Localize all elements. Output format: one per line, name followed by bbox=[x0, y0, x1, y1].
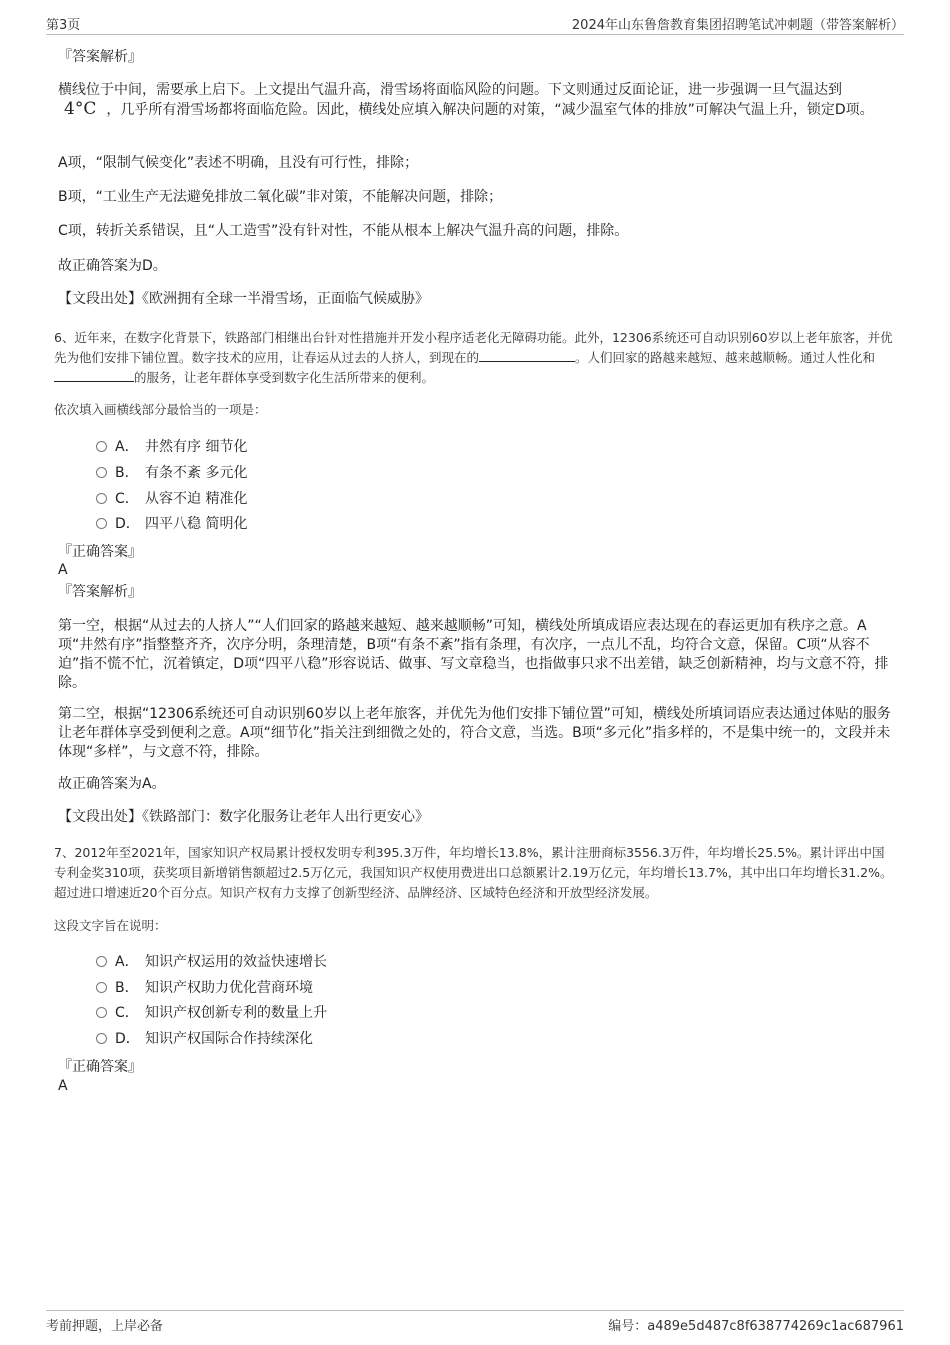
q6-stem-part-b: 。人们回家的路越来越短、越来越顺畅。通过人性化和 bbox=[575, 350, 876, 365]
radio-icon[interactable] bbox=[96, 518, 107, 529]
q6-analysis-label: 『答案解析』 bbox=[58, 584, 142, 600]
q7-option-b[interactable]: B． 知识产权助力优化营商环境 bbox=[96, 978, 313, 998]
q6-conclusion: 故正确答案为A。 bbox=[58, 776, 166, 792]
q5-option-b-analysis: B项，“工业生产无法避免排放二氧化碳”非对策，不能解决问题，排除； bbox=[58, 189, 503, 205]
q5-source: 【文段出处】《欧洲拥有全球一半滑雪场，正面临气候威胁》 bbox=[58, 291, 429, 307]
q6-stem bbox=[54, 328, 896, 388]
q6-stem-part-c: 的服务，让老年群体享受到数字化生活所带来的便利。 bbox=[134, 370, 435, 385]
q6-source: 【文段出处】《铁路部门：数字化服务让老年人出行更安心》 bbox=[58, 809, 429, 825]
q6-blank-1 bbox=[479, 349, 575, 362]
q5-temperature: 4°C bbox=[64, 99, 97, 119]
q7-prompt: 这段文字旨在说明： bbox=[54, 918, 167, 933]
q7-stem: 7、2012年至2021年，国家知识产权局累计授权发明专利395.3万件，年均增长13.8%，累计注册商标3556.3万件，年均增长25.5%。累计评出中国专利金奖310项，获奖项目新增销售额超过2.5万亿元，我国知识产权使用费进出口总额累计2.19万亿元，年均增长13.7%，其中出口年均增长31.2%。超过进口增速近20个百分点。知识产权有力支撑了创新型经济、品牌经济、区域特色经济和开放型经济发展。 bbox=[54, 845, 893, 900]
radio-icon[interactable] bbox=[96, 493, 107, 504]
q7-answer-label: 『正确答案』 bbox=[58, 1059, 142, 1075]
q7-option-d[interactable]: D． 知识产权国际合作持续深化 bbox=[96, 1029, 313, 1049]
radio-icon[interactable] bbox=[96, 1007, 107, 1018]
radio-icon[interactable] bbox=[96, 467, 107, 478]
radio-icon[interactable] bbox=[96, 956, 107, 967]
q6-stem-part-a: 6、近年来，在数字化背景下，铁路部门相继出台针对性措施并开发小程序适老化无障碍功能。此外，12306系统还可自动识别60岁以上老年旅客，并优先为他们安排下铺位置。数字技术的应用，让春运从过去的人挤人，到现在的 bbox=[54, 330, 893, 365]
q6-option-d[interactable]: D． 四平八稳 简明化 bbox=[96, 514, 247, 534]
radio-icon[interactable] bbox=[96, 1033, 107, 1044]
radio-icon[interactable] bbox=[96, 441, 107, 452]
q6-option-b[interactable]: B． 有条不紊 多元化 bbox=[96, 463, 247, 483]
code-label: 编号： bbox=[608, 1319, 648, 1334]
q6-prompt: 依次填入画横线部分最恰当的一项是： bbox=[54, 402, 267, 417]
q5-option-c-analysis: C项，转折关系错误，且“人工造雪”没有针对性，不能从根本上解决气温升高的问题，排除。 bbox=[58, 223, 629, 239]
q6-option-c[interactable]: C． 从容不迫 精准化 bbox=[96, 489, 247, 509]
footer-slogan: 考前押题，上岸必备 bbox=[46, 1319, 164, 1334]
q5-analysis-text-b: ，几乎所有滑雪场都将面临危险。因此，横线处应填入解决问题的对策，“减少温室气体的排放”可解决气温上升，锁定D项。 bbox=[106, 102, 874, 118]
q5-option-a-analysis: A项，“限制气候变化”表述不明确，且没有可行性，排除； bbox=[58, 155, 419, 171]
radio-icon[interactable] bbox=[96, 982, 107, 993]
q5-conclusion: 故正确答案为D。 bbox=[58, 258, 167, 274]
q7-option-a[interactable]: A． 知识产权运用的效益快速增长 bbox=[96, 952, 327, 972]
page-number: 第3页 bbox=[46, 18, 81, 33]
page-footer bbox=[46, 1310, 904, 1335]
q6-answer: A bbox=[58, 562, 68, 578]
q5-analysis-label: 『答案解析』 bbox=[58, 49, 142, 65]
document-title: 2024年山东鲁詹教育集团招聘笔试冲刺题（带答案解析） bbox=[571, 18, 904, 33]
q6-option-a[interactable]: A． 井然有序 细节化 bbox=[96, 437, 247, 457]
q7-answer: A bbox=[58, 1078, 68, 1094]
q6-analysis-2: 第二空，根据“12306系统还可自动识别60岁以上老年旅客，并优先为他们安排下铺位置”可知，横线处所填词语应表达通过体贴的服务让老年群体享受到便利之意。A项“细节化”指关注到细微之处的，符合文意，当选。B项“多元化”指多样的，不是集中统一的，文段并未体现“多样”，与文意不符，排除。 bbox=[58, 706, 891, 760]
q6-blank-2 bbox=[54, 369, 134, 382]
q6-analysis-1: 第一空，根据“从过去的人挤人”“人们回家的路越来越短、越来越顺畅”可知，横线处所填成语应表达现在的春运更加有秩序之意。A项“井然有序”指整整齐齐，次序分明，条理清楚，B项“有条不紊”指有条理，有次序，一点儿不乱，均符合文意，保留。C项“从容不迫”指不慌不忙，沉着镇定，D项“四平八稳”形容说话、做事、写文章稳当，也指做事只求不出差错，缺乏创新精神，均与文意不符，排除。 bbox=[58, 618, 889, 691]
q5-analysis-text-a: 横线位于中间，需要承上启下。上文提出气温升高，滑雪场将面临风险的问题。下文则通过反面论证，进一步强调一旦气温达到 bbox=[58, 82, 842, 98]
page-header bbox=[46, 14, 904, 35]
code-value: a489e5d487c8f638774269c1ac687961 bbox=[647, 1319, 904, 1334]
q5-analysis-paragraph bbox=[58, 81, 892, 120]
document-code bbox=[608, 1315, 904, 1334]
q7-option-c[interactable]: C． 知识产权创新专利的数量上升 bbox=[96, 1003, 327, 1023]
q6-answer-label: 『正确答案』 bbox=[58, 544, 142, 560]
